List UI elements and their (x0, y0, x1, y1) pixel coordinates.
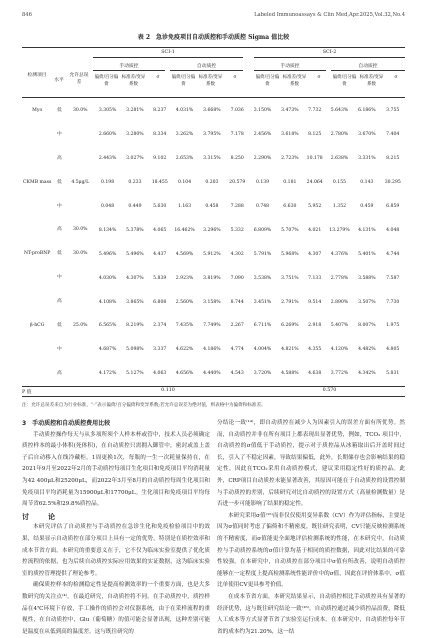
value-cell: 3.507% (358, 299, 376, 305)
value-cell: 16.462% (174, 227, 195, 233)
table-row (22, 362, 405, 386)
sci1-auto-rule (170, 70, 243, 71)
value-cell: 7.732 (308, 108, 322, 114)
table-row (22, 290, 405, 314)
value-cell: 10.178 (306, 156, 323, 162)
value-cell: 5.791% (253, 251, 272, 257)
sub-header-1-0: 偏倚/百分偏倚 (171, 75, 196, 87)
item-cell: β-hCG (30, 322, 45, 328)
discussion-heading: 讨 论 (22, 511, 61, 521)
value-cell: 0.458 (205, 204, 219, 209)
value-cell: 6.808 (153, 299, 167, 305)
value-cell: 0.233 (128, 180, 142, 186)
value-cell: 2.918 (308, 323, 322, 329)
table-row (22, 147, 405, 171)
value-cell: 5.378% (126, 227, 144, 233)
value-cell: 4.543 (230, 371, 244, 377)
value-cell: 3.865% (126, 299, 144, 305)
value-cell: 5.127% (126, 371, 144, 377)
sci1-rule (93, 57, 243, 58)
level-cell: 高 (57, 155, 62, 161)
value-cell: 3.262% (175, 132, 194, 138)
value-cell: 3.281% (126, 108, 144, 114)
value-cell: 5.707% (281, 227, 299, 233)
paragraph: 分结论一致⁽¹⁴⁾，即自动质控在减少人为因素引入的误差方面有所优势。然而，自动质控并非在所有项目上都表现出显著优势，例如，TCO₂ 项目中，自动质控的σ值低于手动质控，提示对于质控品从冰箱取出后开盖时间过长，引入了不稳定因素，导致结果偏低，此外，长期储存也会影响结果的稳定性，因此在TCO₂采用自动质控模式，建议采用稳定性好的质控品。此外，CRP项目自动质控未能显著改善，其原因可能在于自动质控的设置控制与手动质控的差别，后续研究对比自动质控的设置方式（高量检测数量）是否进一步可能影响了结果的稳定性。 (217, 420, 405, 508)
value-cell: 7.090 (230, 275, 244, 281)
sci2-rule (254, 57, 405, 58)
value-cell: 6.186% (358, 108, 376, 114)
sci2-manual-rule (254, 70, 326, 71)
table-note: 注：允许总误差来自为行业标准，“-”表示偏倚/百分偏倚和变异系数;若允许总误差为绝对值，则表格中为偏倚和标准差。 (22, 403, 266, 408)
level-cell: 低 (57, 107, 62, 113)
value-cell: 4.131% (358, 227, 376, 233)
value-cell: 4.622% (175, 347, 194, 353)
value-cell: 3.280% (126, 132, 144, 138)
value-cell: 0.748 (255, 204, 270, 209)
value-cell: 4.004% (253, 347, 272, 353)
table-row (22, 99, 405, 123)
value-cell: 0.048 (101, 204, 115, 209)
table-row (22, 123, 405, 147)
value-cell: 5.831 (386, 371, 400, 377)
value-cell: 8.134% (98, 227, 117, 233)
value-cell: 2.780% (330, 132, 349, 138)
paragraph: 在成本节省方面，本研究结果显示，自动质控相比手动质控具有显著的经济优势，这与既往研究结论一致⁽¹⁶⁾。自动质控通过减少质控品浪费，降低人工成本等方式显著节省了实验室运行成本。在本研究中，自动质控每年节省的成本约为21.20%，这一结 (217, 593, 405, 635)
value-cell: 0.198 (101, 180, 115, 186)
header-tea: 允许总误差 (69, 73, 89, 85)
value-cell: 6.630 (283, 204, 297, 209)
value-cell: 3.337 (153, 347, 167, 353)
table-row (22, 314, 405, 338)
value-cell: 0.143 (360, 180, 374, 186)
item-cell (22, 290, 52, 314)
value-cell: 4.482% (358, 347, 376, 353)
value-cell: 3.150% (253, 108, 272, 114)
value-cell: 2.560% (175, 299, 194, 305)
value-cell: 4.821% (281, 347, 299, 353)
level-cell: 低 (57, 322, 62, 328)
value-cell: 7.730 (386, 299, 400, 305)
value-cell: 5.332 (230, 227, 244, 233)
value-cell: 4.065 (153, 227, 167, 233)
tea-cell: 30.0% (72, 227, 88, 233)
value-cell: 4.031% (175, 108, 194, 114)
level-cell: 中 (57, 275, 62, 281)
p-value-sci2: 0.570 (322, 388, 337, 393)
value-cell: 4.108% (98, 299, 117, 305)
value-cell: 2.267 (230, 323, 244, 329)
value-cell: 4.307 (308, 251, 322, 257)
value-cell: 4.569% (175, 251, 194, 257)
header-sci1: SCI-1 (161, 50, 175, 55)
data-table (22, 99, 405, 386)
sub-header-3-2: σ (394, 75, 398, 80)
value-cell: 4.774 (230, 347, 244, 353)
value-cell: 5.952 (308, 204, 322, 209)
value-cell: 3.331% (358, 156, 376, 162)
header-sci2: SCI-2 (322, 50, 337, 55)
value-cell: 4.120% (330, 347, 349, 353)
tea-cell (67, 147, 94, 171)
value-cell: 3.538% (253, 275, 272, 281)
value-cell: 4.355 (308, 347, 322, 353)
value-cell: 7.178 (230, 132, 244, 138)
value-cell: 0.203 (205, 180, 219, 186)
sci2-auto-rule (331, 70, 405, 71)
item-cell: Myo (32, 107, 43, 113)
item-cell (22, 338, 52, 362)
table-row (22, 218, 405, 242)
table-row (22, 266, 405, 290)
value-cell: 4.656% (175, 371, 194, 377)
value-cell: 4.172% (98, 371, 117, 377)
value-cell: 2.660% (98, 132, 117, 138)
table-bottom-rule (22, 396, 405, 397)
value-cell: 2.456% (253, 132, 272, 138)
p-value-label: P 值 (22, 390, 32, 395)
value-cell: 9.102 (153, 156, 167, 162)
value-cell: 4.588% (281, 371, 299, 377)
value-cell: 30.295 (384, 180, 401, 186)
value-cell: 0.181 (283, 180, 297, 186)
value-cell: 18.455 (151, 180, 168, 186)
value-cell: 7.749% (203, 323, 221, 329)
sub-header-1-2: σ (233, 75, 237, 80)
value-cell: 3.668% (203, 108, 221, 114)
tea-cell: 30.0% (72, 107, 88, 113)
value-cell: 5.496% (98, 251, 117, 257)
value-cell: 4.307% (126, 275, 144, 281)
value-cell: 24.064 (306, 180, 323, 186)
table-row (22, 338, 405, 362)
item-cell: NT-proBNP (23, 251, 51, 257)
header-sci2-auto: 自动质控 (358, 64, 378, 69)
sub-header-2-0: 偏倚/百分偏倚 (255, 75, 280, 87)
value-cell: 3.296% (203, 227, 221, 233)
value-cell: 4.744 (386, 251, 400, 257)
value-cell: 2.890% (330, 299, 349, 305)
value-cell: 4.437 (153, 251, 167, 257)
value-cell: 4.805 (386, 347, 400, 353)
value-cell: 4.063 (153, 371, 167, 377)
value-cell: 6.269% (281, 323, 299, 329)
tea-cell: 4.5μg/L (71, 179, 90, 185)
value-cell: 5.643% (330, 108, 349, 114)
table-header-rule (22, 97, 405, 98)
sub-header-2-1: 标准差/变异系数 (282, 75, 307, 87)
page-number: 846 (22, 12, 32, 18)
value-cell: 3.795% (203, 132, 221, 138)
value-cell: 8.334 (153, 132, 167, 138)
value-cell: 8.250 (230, 156, 244, 162)
table-body-rule (22, 386, 405, 387)
table-row (22, 195, 405, 219)
value-cell: 5.496% (126, 251, 144, 257)
value-cell: 5.407% (330, 323, 349, 329)
value-cell: 6.565% (98, 323, 117, 329)
value-cell: 9.514 (308, 299, 322, 305)
value-cell: 8.744 (230, 299, 244, 305)
tea-cell (67, 338, 94, 362)
value-cell: 4.021 (308, 227, 322, 233)
level-cell: 中 (57, 203, 62, 209)
value-cell: 4.638 (308, 371, 322, 377)
value-cell: 7.404 (386, 132, 400, 138)
value-cell: 5.839 (153, 275, 167, 281)
value-cell: 2.290% (253, 156, 272, 162)
value-cell: 7.288 (230, 204, 244, 209)
item-cell (22, 266, 52, 290)
value-cell: 2.791% (281, 299, 299, 305)
value-cell: 5.968% (281, 251, 299, 257)
value-cell: 4.342% (358, 371, 376, 377)
value-cell: 3.158% (203, 299, 221, 305)
sub-header-2-2: σ (317, 75, 321, 80)
tea-cell (67, 195, 94, 219)
sub-header-3-0: 偏倚/百分偏倚 (332, 75, 357, 87)
value-cell: 1.163 (177, 204, 192, 209)
header-sci1-manual: 手动质控 (119, 64, 139, 69)
level-cell: 高 (57, 299, 62, 305)
value-cell: 3.027% (126, 156, 144, 162)
value-cell: 0.155 (332, 180, 347, 186)
value-cell: 8.215 (386, 156, 400, 162)
sub-header-0-0: 偏倚/百分偏倚 (94, 75, 119, 87)
header-level: 水平 (54, 78, 64, 83)
value-cell: 2.723% (281, 156, 299, 162)
sub-header-0-2: σ (156, 75, 160, 80)
value-cell: 2.443% (98, 156, 117, 162)
tea-cell (67, 266, 94, 290)
sub-header-1-1: 标准差/变异系数 (198, 75, 223, 87)
value-cell: 13.279% (329, 227, 350, 233)
sub-header-0-1: 标准差/变异系数 (121, 75, 146, 87)
value-cell: 8.007% (358, 323, 376, 329)
header-sci1-auto: 自动质控 (196, 64, 217, 69)
value-cell: 3.451% (253, 299, 272, 305)
sub-header-3-1: 标准差/变异系数 (359, 75, 384, 87)
paragraph: 本研究采用σ值⁽¹⁵⁾而非仅仅使用变异系数（CV）作为评估指标，主要是因为σ值同时考虑了偏倚和不精密度，既往研究表明，CV只能反映检测系统的不精密度，而σ值能更全面地评估检测系统的性能，在本研究中，自动质控与手动质控系统的σ值计算均基于相同的质控数据，因此对比结果的可靠性较强。在本研究中，自动质控在部分项目中σ值有所改善，说明自动质控能够在一定程度上提高检测系统性能评价中的σ值，因此在评价体系中，σ值比单使用CV更具参考价值。 (217, 512, 405, 589)
value-cell: 1.352 (332, 204, 347, 209)
value-cell: 4.048 (386, 227, 400, 233)
level-cell: 高 (57, 227, 62, 233)
paragraph: 确保质控样本的检测稳定性是提高检测效率的一个重要方面，也是大多数研究的关注点⁽⁴⁾。在最近研究，自动质控将不同。在手动质控中，质控样品在4℃环境下存放，手工操作的质控会对仪器系统，由于在采样流程的重视性，在自动质控中，Glu（葡萄糖）的值可能会显著出现，这种差别可能是温度在从低到高的温度差。这与既往研究的 (22, 582, 210, 635)
value-cell: 0.459 (360, 204, 374, 209)
value-cell: 3.751% (281, 275, 299, 281)
journal-header: Labeled Immunoassays & Clin Med,Apr.2025,Vol.32,No.4 (254, 12, 405, 18)
value-cell: 2.374 (153, 323, 167, 329)
value-cell: 3.315% (203, 156, 221, 162)
level-cell: 低 (57, 251, 62, 257)
tea-cell (67, 290, 94, 314)
paragraph: 手动质控操作每天与从多项所须个人样本杯或管中，技术人员必须确定质控样本的最小体积(死体积)，在自动质控只需拥入御管中，密封或盖上盖子后自动移入在线冷藏柜，1周更换1次，每瓶的一生一次耗量保持在，在2021年9月至2022年2月的手动质控每项目生化项目和免疫项目平均消耗量为42 400μL和25200μL，而2022年3月至8月的自动质控每周生化项目和免疫项目平均消耗量为15900μL和17700μL。生化项目和免疫项目平均每周节省62.5%和29.8%质控品。 (22, 431, 210, 508)
item-cell: CKMB mass (23, 179, 52, 185)
value-cell: 5.912% (203, 251, 221, 257)
level-cell: 中 (57, 131, 62, 137)
item-cell (22, 195, 52, 219)
paragraph: 本研究评估了自动质控与手动质控在急诊生化和免疫检验项目中的效果，结果显示自动质控在部分项目上具有一定的优势，特别是在质控效率和成本节省方面。本研究的重要意义在于，它不仅为临床实验室提供了优化质控流程的依据，也为后续自动质控实际应用效果的实证数据，这为临床实验室的质控管理提供了理论参考。 (22, 524, 210, 577)
value-cell: 3.618% (281, 132, 299, 138)
value-cell: 3.772% (330, 371, 349, 377)
tea-cell: 25.0% (72, 322, 88, 328)
value-cell: 3.670% (358, 132, 376, 138)
value-cell: 8.219% (126, 323, 144, 329)
value-cell: 4.440% (203, 371, 221, 377)
p-value-sci1: 0.110 (161, 388, 175, 393)
section-3-heading: 3 手动质控和自动质控费用比较 (22, 420, 111, 427)
right-column (217, 418, 405, 635)
value-cell: 20.579 (229, 180, 246, 186)
item-cell (22, 218, 52, 242)
value-cell: 4.302 (230, 251, 244, 257)
sci1-manual-rule (93, 70, 165, 71)
value-cell: 3.588% (358, 275, 376, 281)
value-cell: 3.720% (253, 371, 272, 377)
level-cell: 低 (57, 179, 62, 185)
value-cell: 1.975 (386, 323, 400, 329)
table-row (22, 171, 405, 195)
value-cell: 4.030% (98, 275, 117, 281)
value-cell: 6.809% (253, 227, 272, 233)
value-cell: 8.125 (308, 132, 322, 138)
value-cell: 2.653% (175, 156, 194, 162)
value-cell: 7.036 (230, 108, 244, 114)
value-cell: 3.305% (98, 108, 117, 114)
item-cell (22, 147, 52, 171)
value-cell: 3.819% (203, 275, 221, 281)
tea-cell (67, 362, 94, 386)
header-sci2-manual: 手动质控 (280, 64, 300, 69)
value-cell: 4.376% (330, 251, 349, 257)
item-cell (22, 362, 52, 386)
value-cell: 5.630 (153, 204, 167, 209)
value-cell: 6.859 (386, 204, 400, 209)
tea-cell: 30.0% (72, 251, 88, 257)
table-top-rule (22, 47, 405, 48)
table-caption: 表 2 急诊免疫项目自动质控和手动质控 Sigma 值比较 (137, 34, 290, 41)
value-cell: 2.638% (330, 156, 349, 162)
value-cell: 7.133 (308, 275, 322, 281)
table-row (22, 242, 405, 266)
left-column (22, 418, 210, 635)
value-cell: 0.139 (255, 180, 270, 186)
level-cell: 高 (57, 370, 62, 376)
value-cell: 7.587 (386, 275, 400, 281)
value-cell: 2.778% (330, 275, 349, 281)
value-cell: 3.473% (281, 108, 299, 114)
value-cell: 4.186% (203, 347, 221, 353)
level-cell: 中 (57, 346, 62, 352)
value-cell: 0.449 (128, 204, 142, 209)
value-cell: 2.923% (175, 275, 194, 281)
header-item: 检测项目 (27, 73, 47, 78)
tea-cell (67, 123, 94, 147)
value-cell: 6.711% (253, 323, 272, 329)
value-cell: 8.237 (153, 108, 167, 114)
value-cell: 0.104 (177, 180, 192, 186)
value-cell: 7.435% (175, 323, 194, 329)
value-cell: 5.401% (358, 251, 376, 257)
value-cell: 5.098% (126, 347, 144, 353)
value-cell: 3.755 (386, 108, 400, 114)
item-cell (22, 123, 52, 147)
value-cell: 4.687% (98, 347, 117, 353)
